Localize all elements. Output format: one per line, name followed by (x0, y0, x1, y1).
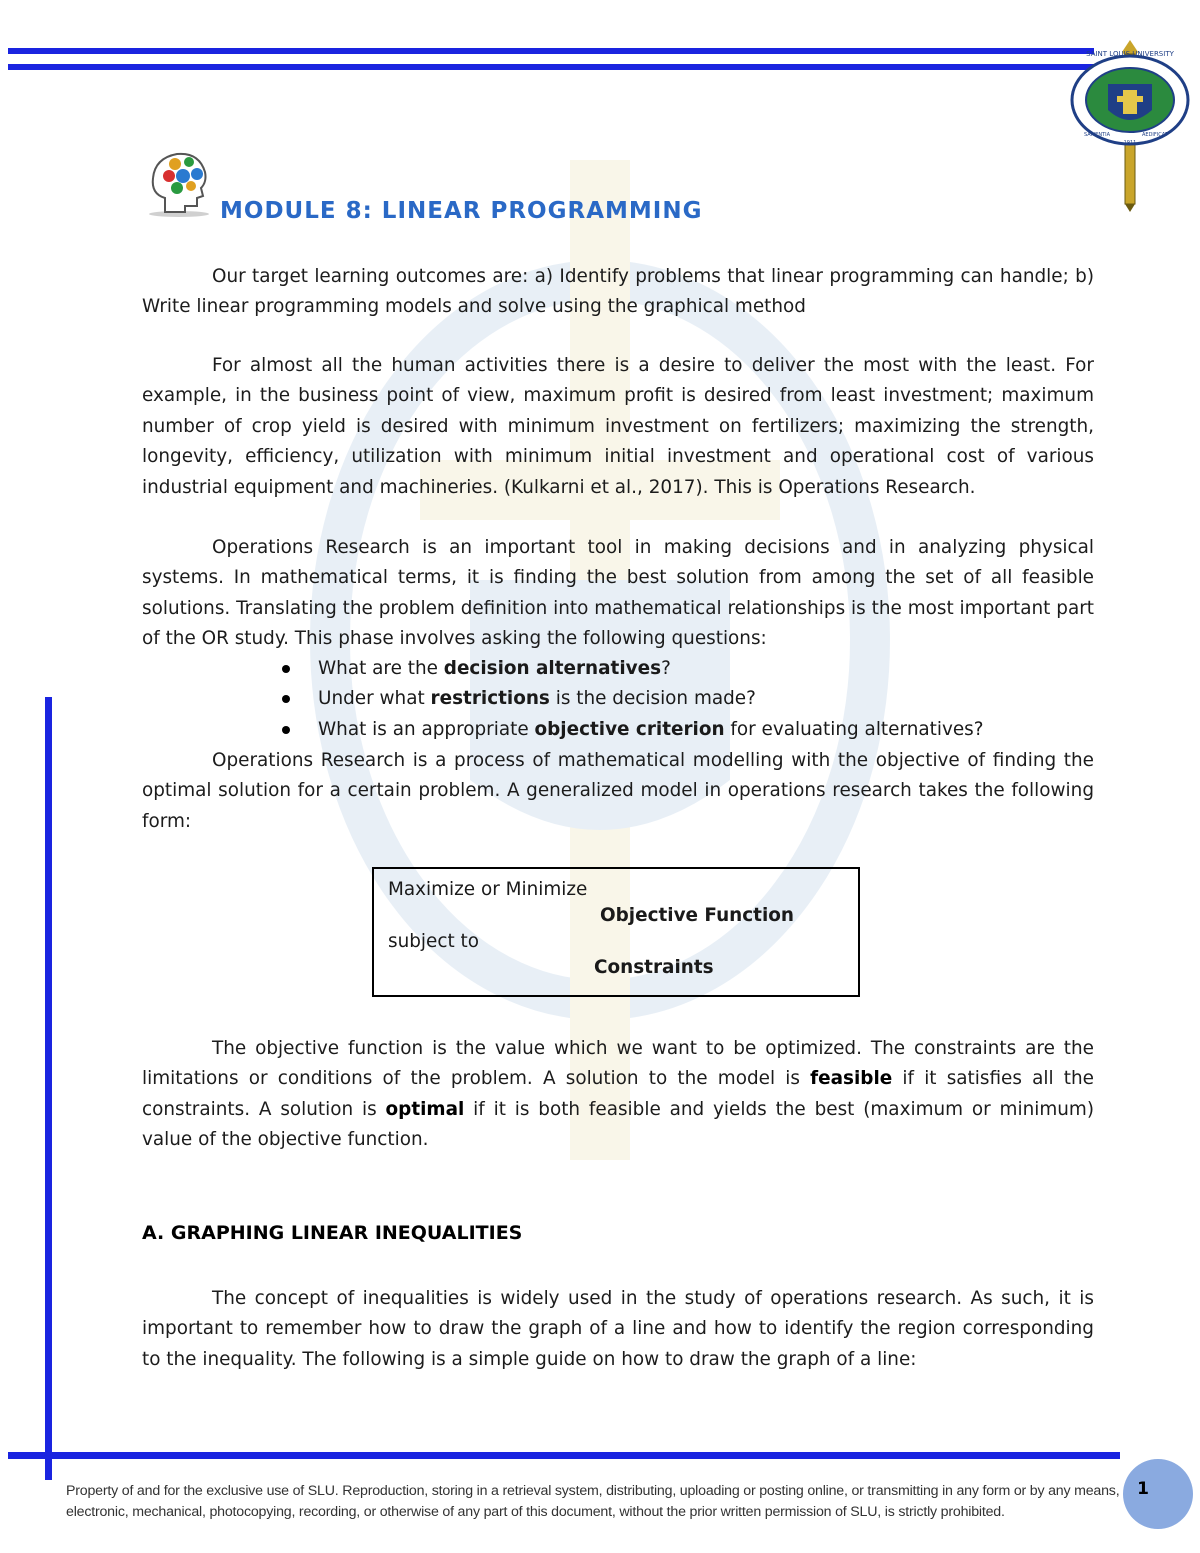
model-form-box (372, 867, 860, 997)
section-heading: A. GRAPHING LINEAR INEQUALITIES (142, 1222, 523, 1244)
model-line-subject-to: subject to (388, 931, 479, 952)
question-list (282, 654, 983, 745)
seal-left-text: SAPIENTIA (1084, 132, 1111, 138)
intro-paragraph-1 (142, 351, 1094, 503)
brain-gears-icon (145, 148, 213, 218)
seal-year-text: 1911 (1123, 140, 1137, 146)
seal-right-text: AEDIFICAT (1142, 132, 1168, 138)
header-rule-top (8, 48, 1094, 54)
inequalities-paragraph-text: The concept of inequalities is widely used in the study of operations research. As such, it is important to remember how to draw the graph of a line and how to identify the region corresponding to the inequality. The following is a simple guide on how to draw the graph of a line: (142, 1288, 1094, 1370)
copyright-footer: Property of and for the exclusive use of SLU. Reproduction, storing in a retrieval system, distributing, uploading or posting online, or transmitting in any form or by any means, electronic, mechanical, photocopying, recording, or otherwise of any part of this document, without the prior written permission of SLU, is strictly prohibited. (66, 1483, 1120, 1520)
footer-rule (8, 1452, 1120, 1459)
learning-outcomes (142, 262, 1094, 323)
intro-paragraph-2-text: Operations Research is an important tool in making decisions and in analyzing physical systems. In mathematical terms, it is finding the best solution from among the set of all feasible solutions. Translating the problem definition into mathematical relationships is the most important part of the OR study. This phase involves asking the following questions: (142, 537, 1094, 650)
feasible-term: feasible (810, 1068, 893, 1090)
model-line-maximize: Maximize or Minimize (388, 879, 588, 900)
module-title: MODULE 8: LINEAR PROGRAMMING (220, 198, 703, 224)
model-line-constraints: Constraints (594, 957, 714, 978)
or-model-paragraph (142, 746, 1094, 837)
left-margin-rule (45, 697, 52, 1480)
university-seal-icon (1068, 40, 1192, 212)
learning-outcomes-text: Our target learning outcomes are: a) Identify problems that linear programming can handle; b) Write linear programming models and solve using the graphical method (142, 266, 1094, 318)
page-number-badge (1123, 1459, 1193, 1529)
objective-paragraph: The objective function is the value which we want to be optimized. The constraints are the limitations or conditions of the problem. A solution to the model is feasible if it satisfies all the constraints. A solution is optimal if it is both feasible and yields the best (maximum or minimum) value of the objective function. (142, 1038, 1095, 1151)
or-model-paragraph-text: Operations Research is a process of mathematical modelling with the objective of finding the optimal solution for a certain problem. A generalized model in operations research takes the following form: (142, 750, 1094, 832)
optimal-term: optimal (385, 1098, 465, 1120)
intro-paragraph-1-text: For almost all the human activities there is a desire to deliver the most with the least. For example, in the business point of view, maximum profit is desired from least investment; maximum number of crop yield is desired with minimum investment on fertilizers; maximizing the strength, longevity, efficiency, utilization with minimum initial investment and operational cost of various industrial equipment and machineries. (Kulkarni et al., 2017). This is Operations Research. (142, 355, 1094, 498)
seal-top-text: SAINT LOUIS UNIVERSITY (1086, 50, 1174, 58)
list-item: Under what restrictions is the decision made? (282, 684, 983, 714)
model-line-objective: Objective Function (600, 905, 794, 926)
list-item: What is an appropriate objective criterion for evaluating alternatives? (282, 715, 983, 745)
inequalities-paragraph (142, 1284, 1094, 1375)
page-number: 1 (1137, 1479, 1149, 1499)
list-item: What are the decision alternatives? (282, 654, 983, 684)
header-rule-bottom (8, 64, 1094, 70)
intro-paragraph-2 (142, 533, 1094, 655)
